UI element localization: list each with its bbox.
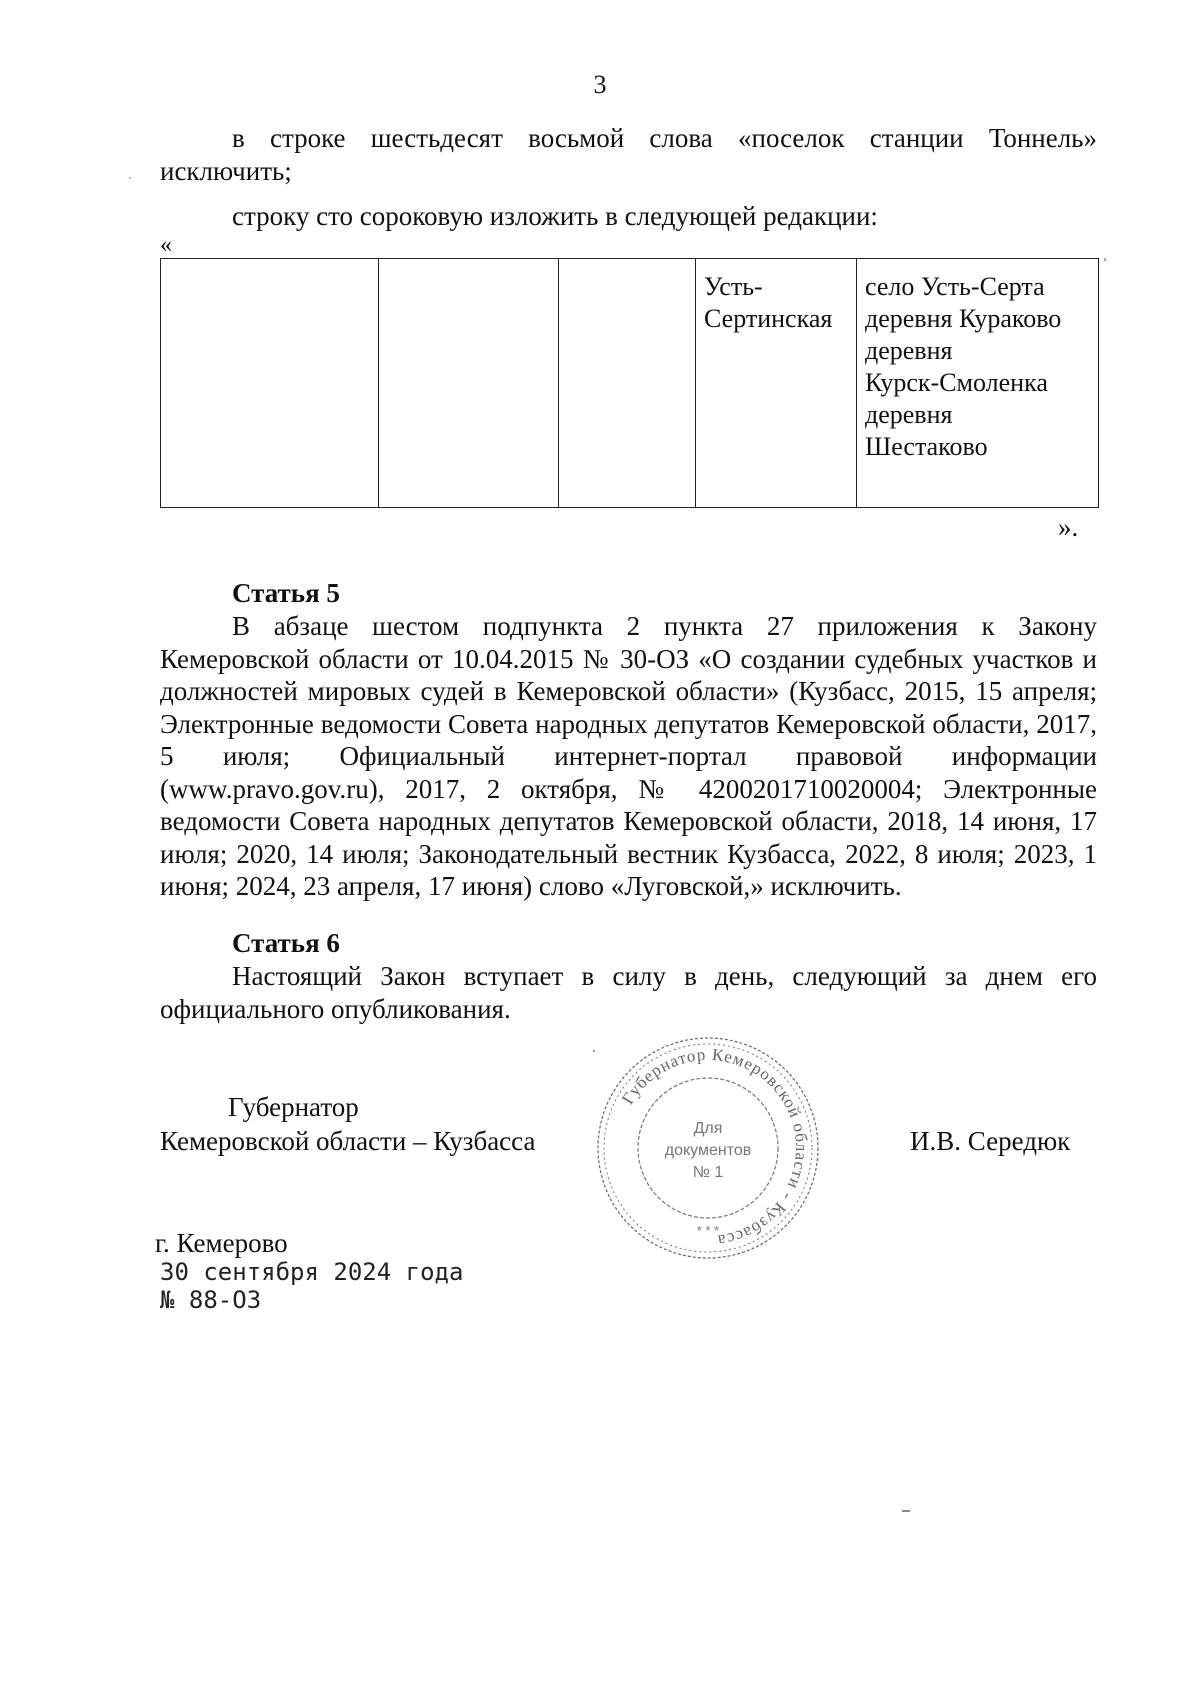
settlement-line: деревня Кураково <box>865 304 1062 333</box>
signatory-name: И.В. Середюк <box>910 1126 1071 1156</box>
settlement-line: Курск-Смоленка <box>865 368 1048 397</box>
signatory-title-line-1: Губернатор <box>228 1092 359 1122</box>
article-6-body: Настоящий Закон вступает в силу в день, следующий за днем его официального опубликования. <box>160 961 1097 1024</box>
stamp-ring-text: Губернатор Кемеровской области - Кузбасса <box>618 1044 812 1251</box>
article-6-heading: Статья 6 <box>232 928 340 958</box>
speck <box>902 1510 910 1512</box>
quote-close: ». <box>1058 512 1079 542</box>
law-number: № 88-ОЗ <box>160 1286 262 1314</box>
speck <box>1104 258 1106 261</box>
speck <box>129 177 131 179</box>
stamp-center-line-3: № 1 <box>692 1164 724 1181</box>
signing-date: 30 сентября 2024 года <box>160 1258 464 1286</box>
speck <box>593 1050 595 1052</box>
quote-open: « <box>160 232 172 258</box>
intro-line-1: в строке шестьдесят восьмой слова «поселок станции Тоннель» исключить; <box>160 123 1097 186</box>
settlement-line: деревня <box>865 400 953 429</box>
intro-line-2: строку сто сороковую изложить в следующей редакции: <box>232 201 878 231</box>
stamp-center-line-2: документов <box>664 1142 752 1159</box>
signatory-title-line-2: Кемеровской области – Кузбасса <box>160 1126 536 1156</box>
place-of-signing: г. Кемерово <box>155 1228 288 1258</box>
territory-line: Сертинская <box>704 304 833 333</box>
article-5-heading: Статья 5 <box>232 578 340 608</box>
settlement-line: Шестаково <box>865 432 988 461</box>
article-5-body: В абзаце шестом подпункта 2 пункта 27 приложения к Закону Кемеровской области от 10.04.2015 № 30-ОЗ «О создании судебных участков и должностей мировых судей в Кемеровской области» (Кузбасс, 2015, 15 апреля; Электронные ведомости Совета народных депутатов Кемеровской области, 2017, 5 июля; Официальный интернет-портал правовой информации (www.pravo.gov.ru), 2017, 2 октября, № 4200201710020004; Электронные ведомости Совета народных депутатов Кемеровской области, 2018, 14 июня, 17 июля; 2020, 14 июля; Законодательный вестник Кузбасса, 2022, 8 июля; 2023, 1 июня; 2024, 23 апреля, 17 июня) слово «Луговской,» исключить. <box>160 611 1097 901</box>
stamp-stars: * * * <box>696 1223 720 1238</box>
settlement-line: село Усть-Серта <box>865 272 1045 301</box>
stamp-center-line-1: Для <box>693 1120 723 1137</box>
page-number: 3 <box>593 70 607 99</box>
settlement-line: деревня <box>865 336 953 365</box>
territory-line: Усть- <box>704 272 763 301</box>
